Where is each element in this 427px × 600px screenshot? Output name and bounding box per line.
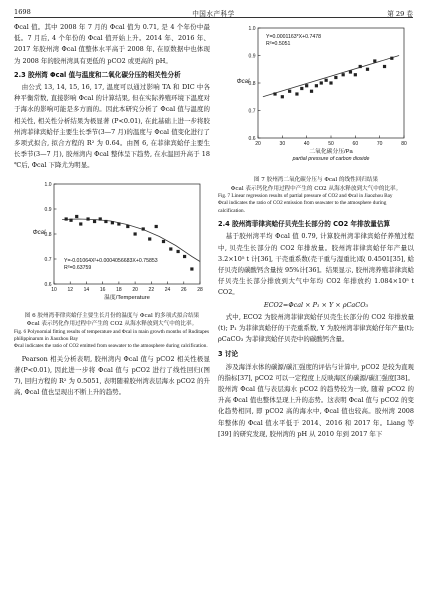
data-point [69, 218, 72, 221]
y-tick-label: 0.7 [44, 256, 52, 263]
section-heading-2-3: 2.3 胶州湾 Φcal 值与温度和二氧化碳分压的相关性分析 [14, 70, 181, 79]
data-point [329, 81, 332, 84]
header-rule [14, 17, 413, 18]
data-point [273, 92, 276, 95]
y-axis-label: Φcal [32, 229, 46, 236]
x-tick-label: 26 [180, 286, 187, 293]
x-tick-label: 28 [197, 286, 203, 293]
x-tick-label: 20 [132, 286, 138, 293]
data-point [111, 221, 114, 224]
figure-7-caption-en-note: Φcal indicates the ratio of CO2 emission from seawater to the atmosphere during calcification. [218, 200, 387, 214]
figure-6-caption-cn-note: Φcal 表示钙化作用过程中产生的 CO2 从海水释放到大气中的比率。 [26, 321, 198, 328]
paragraph: 式中, ECO2 为胶州湾菲律宾蛤仔贝壳生长部分的 CO2 年排放量(t); P₁ 为菲律宾蛤仔的干壳重系数, Y 为胶州湾菲律宾蛤仔年产量(t); ρCaCO₃ 为菲律宾蛤仔贝壳中的碳酸钙含量。 [218, 312, 414, 344]
data-point [75, 215, 78, 218]
y-tick-label: 1.0 [248, 25, 256, 32]
figure-7-chart [218, 22, 414, 172]
data-point [281, 95, 284, 98]
data-point [310, 90, 313, 93]
y-tick-label: 0.6 [44, 281, 52, 288]
data-point [300, 87, 303, 90]
data-point [354, 73, 357, 76]
paragraph: 基于胶州湾平均 Φcal 值 0.79, 计算胶州湾菲律宾蛤仔养殖过程中, 贝壳生长部分的 CO2 年排放量。胶州湾菲律宾蛤仔年产量以 3.2×10⁵ t 计[36], 干壳重系数(壳干重与湿重比)取 0.4501[35], 蛤仔贝壳的碳酸钙含量按 95%计[36]。结果显示, 胶州湾养殖菲律宾蛤仔贝壳生长部分排放到大气中年均 CO2 年排放约 1.084×10⁵ t CO2。 [218, 232, 414, 297]
figure-6-chart [14, 176, 210, 308]
right-column [218, 22, 414, 440]
x-tick-label: 12 [67, 286, 74, 293]
page-number: 1698 [14, 8, 31, 16]
fit-r2: R²=0.63759 [64, 264, 92, 271]
fit-equation: Y=0.0001163*X+0.7478 [266, 34, 321, 40]
data-point [349, 70, 352, 73]
x-tick-label: 18 [116, 286, 122, 293]
data-point [315, 84, 318, 87]
x-tick-label: 70 [376, 141, 383, 147]
fit-equation: Y=-0.01064X²+0.0004056683X+0.75853 [64, 257, 158, 264]
y-tick-label: 1.0 [44, 181, 52, 188]
data-point [366, 68, 369, 71]
data-point [126, 225, 129, 228]
data-point [373, 59, 376, 62]
x-tick-label: 30 [279, 141, 286, 147]
data-point [169, 247, 172, 250]
data-point [104, 220, 107, 223]
x-tick-label: 22 [148, 286, 155, 293]
section-heading-3: 3 讨论 [218, 350, 239, 359]
x-tick-label: 16 [99, 286, 106, 293]
x-tick-label: 50 [328, 141, 334, 147]
journal-title: 中国水产科学 [192, 10, 235, 18]
figure-7-caption-en: Fig. 7 Linear regression results of partial pressure of CO2 and Φcal in Jiaozhou Bay [218, 193, 393, 200]
data-point [86, 217, 89, 220]
data-point [177, 250, 180, 253]
x-tick-label: 24 [164, 286, 171, 293]
y-tick-label: 0.8 [248, 80, 256, 87]
x-tick-label: 20 [255, 141, 261, 147]
paragraph: 由公式 13, 14, 15, 16, 17, 温度可以通过影响 TA 和 DIC 中各种平衡常数, 直接影响 Φcal 的计算结果, 但在实际养殖环境下温度对于海水的影响可能是多方面的。因此本研究分析了 Φcal 值与温度的相关性, 相关性分析结果为极显著 (P<0.01), 在此基础上进一步将胶州湾菲律宾蛤仔主要生长季节(3—7 月)的温度与 Φcal 值变化进行了多项式拟合, 拟合方程的 R² 为 0.64。由图 6, 在菲律宾蛤仔主要生长季节(3—7 月), 胶州湾内 Φcal 整体呈下趋势, 在水温回升高于 18 ℃后, Φcal 下降尤为明显。 [14, 83, 210, 170]
equation: ECO2=Φcal × P₁ × Y × ρCaCO₃ [263, 300, 369, 309]
data-point [93, 220, 96, 223]
data-point [79, 222, 82, 225]
data-point [288, 90, 291, 93]
fit-line [62, 219, 200, 262]
y-tick-label: 0.9 [248, 53, 256, 60]
data-point [162, 240, 165, 243]
data-point [320, 81, 323, 84]
figure-6-caption-en: Fig. 6 Polynomial fitting results of temperature and Φcal in main growth months of Ruditapes philippinarum in Jiaozhou Bay [14, 328, 209, 343]
figure-7-caption-cn-note: Φcal 表示钙化作用过程中产生的 CO2 从海水释放到大气中的比率。 [230, 185, 402, 192]
data-point [65, 217, 68, 220]
data-point [142, 227, 145, 230]
volume-label: 第 29 卷 [387, 10, 413, 18]
figure-7 [218, 22, 414, 176]
section-heading-2-4: 2.4 胶州湾菲律宾蛤仔贝壳生长部分的 CO2 年排放量估算 [218, 220, 391, 229]
x-axis-label: 温度/Temperature [104, 294, 150, 301]
data-point [134, 232, 137, 235]
figure-7-caption-cn: 图 7 胶州湾二氧化碳分压与 Φcal 的线性回归结果 [253, 177, 379, 184]
data-point [117, 222, 120, 225]
figure-6-caption-en-note: Φcal indicates the ratio of CO2 emitted from seawater to the atmosphere during calcification. [14, 343, 208, 350]
data-point [99, 217, 102, 220]
paragraph: Φcal 值。其中 2008 年 7 月的 Φcal 值为 0.71, 是 4 个年份中最低。7 月后, 4 个年份的 Φcal 值开始上升。2014 年、2016 年、2017 年胶州湾 Φcal 值整体水平高于 2008 年, 在原数据中也体现为 2008 年的胶州湾具有更低的 pCO2 或更高的 pH。 [14, 23, 210, 65]
data-point [390, 57, 393, 60]
y-axis-label: Φcal [236, 79, 250, 85]
data-point [342, 73, 345, 76]
data-point [383, 65, 386, 68]
left-column [14, 22, 210, 399]
data-point [334, 76, 337, 79]
x-tick-label: 80 [401, 141, 407, 147]
data-point [183, 255, 186, 258]
data-point [325, 79, 328, 82]
x-axis-label-en: partial pressure of carbon dioxide [292, 156, 370, 162]
figure-6-caption-cn: 图 6 胶州湾菲律宾蛤仔主要生长月份的温度与 Φcal 的多项式拟合结果 [24, 312, 200, 319]
data-point [359, 65, 362, 68]
y-tick-label: 0.6 [248, 135, 256, 142]
y-tick-label: 0.9 [44, 206, 52, 213]
data-point [295, 92, 298, 95]
x-tick-label: 40 [303, 141, 310, 147]
paragraph: 涉及海洋水体的碳源/碳汇强度的评估与计算中, pCO2 是较为直观的指标[37], pCO2 可以一定程度上反映海区的碳源/碳汇强度[38]。胶州湾 Φcal 值与表层海水 pCO2 的趋势较为一致, 随着 pCO2 的升高 Φcal 值也整体呈现上升的态势。这表明 Φcal 值与 pCO2 的变化趋势相同, 即 pCO2 高的海水中, Φcal 值也较高。胶州湾 2008 年整体的 Φcal 值水平低于 2014、2016 和 2017 年。Liang 等[39] 的研究发现, 胶州湾的 pH 从 2010 年到 2017 年下 [218, 362, 414, 438]
x-tick-label: 10 [51, 286, 57, 293]
fit-r2: R²=0.5051 [266, 41, 291, 47]
y-tick-label: 0.8 [44, 231, 52, 238]
x-tick-label: 14 [83, 286, 90, 293]
fit-line [263, 56, 399, 97]
x-axis-label: 二氧化碳分压/Pa [309, 149, 353, 155]
data-point [305, 84, 308, 87]
data-point [190, 267, 193, 270]
figure-6 [14, 176, 210, 312]
data-point [148, 237, 151, 240]
data-point [155, 225, 158, 228]
x-tick-label: 60 [352, 141, 359, 147]
paragraph: Pearson 相关分析表明, 胶州湾内 Φcal 值与 pCO2 相关性极显著(P<0.01), 因此进一步将 Φcal 值与 pCO2 进行了线性回归(图 7), 回归方程的 R² 为 0.5051, 表明随着胶州湾表层海水 pCO2 的升高, Φcal 值也呈现出不断上升的趋势。 [14, 354, 210, 397]
y-tick-label: 0.7 [248, 108, 256, 115]
